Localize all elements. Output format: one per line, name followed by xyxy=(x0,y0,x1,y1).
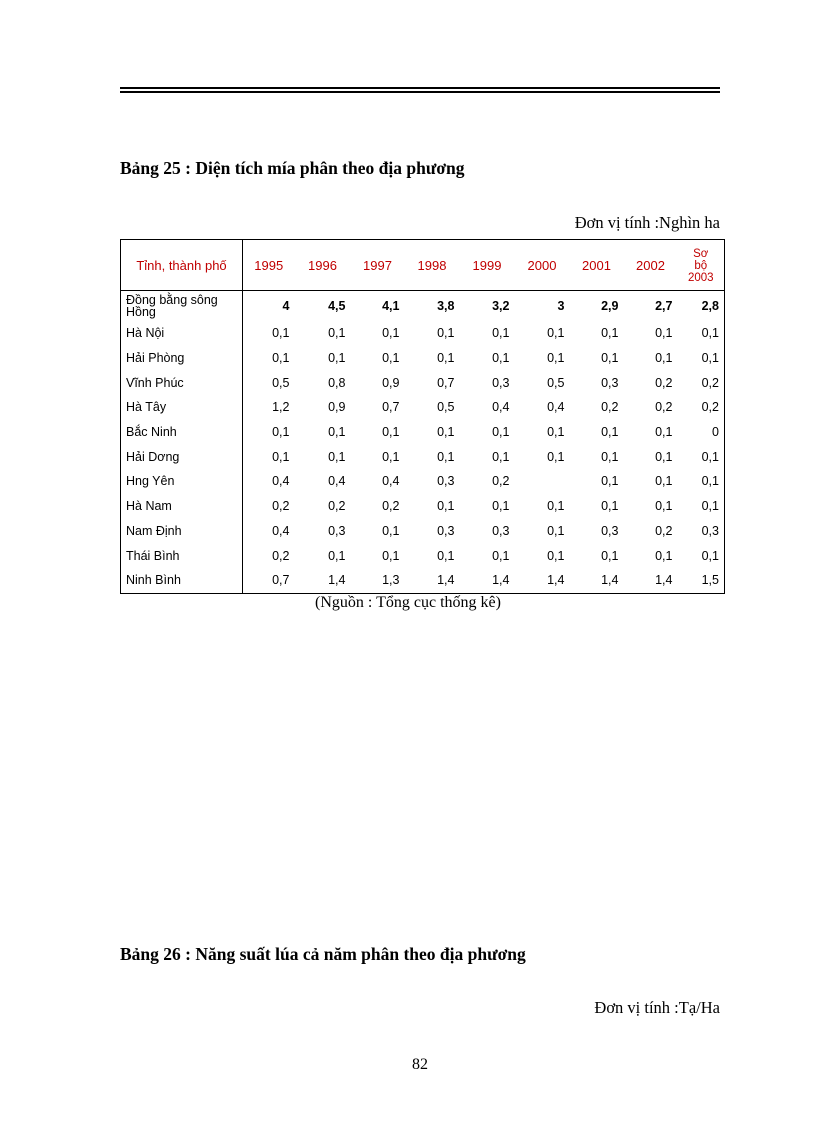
value-cell: 2,9 xyxy=(601,299,619,313)
value-cell: 0,2 xyxy=(655,400,673,415)
table-26-unit: Đơn vị tính :Tạ/Ha xyxy=(594,998,720,1017)
value-cell: 0,1 xyxy=(492,351,510,366)
value-cell: 0,1 xyxy=(492,548,510,563)
value-cell: 0,1 xyxy=(547,425,565,440)
value-cell: 0,1 xyxy=(382,523,400,538)
value-cell: 0,1 xyxy=(492,425,510,440)
value-cell: 0,4 xyxy=(328,474,346,489)
province-name: Hải Dơng xyxy=(121,444,243,469)
value-cell: 0,4 xyxy=(492,400,510,415)
value-cell: 0,3 xyxy=(328,523,346,538)
province-name: Hà Nam xyxy=(121,494,243,519)
value-cell: 3 xyxy=(557,299,565,313)
value-cell: 0,1 xyxy=(678,444,725,469)
value-cell: 0,2 xyxy=(382,499,400,514)
header-last-line: bộ xyxy=(694,260,708,272)
table-row xyxy=(121,420,725,445)
table-26-title: Bảng 26 : Năng suất lúa cả năm phân theo địa phương xyxy=(120,944,526,964)
value-cell: 0,1 xyxy=(328,425,346,440)
value-cell: 3,8 xyxy=(437,299,455,313)
page-number: 82 xyxy=(412,1056,428,1073)
table-row xyxy=(121,494,725,519)
value-cell: 0,1 xyxy=(382,449,400,464)
value-cell: 0,4 xyxy=(547,400,565,415)
province-name: Đồng bằng sông Hồng xyxy=(121,291,243,322)
value-cell xyxy=(515,469,570,494)
value-cell: 0,4 xyxy=(382,474,400,489)
value-cell: 0,2 xyxy=(272,548,290,563)
value-cell: 4,1 xyxy=(382,299,400,313)
value-cell: 0,3 xyxy=(601,375,619,390)
value-cell: 0,1 xyxy=(382,548,400,563)
value-cell: 1,4 xyxy=(405,568,460,593)
header-year: 2001 xyxy=(570,240,624,291)
value-cell: 0,1 xyxy=(655,351,673,366)
value-cell: 0,1 xyxy=(601,425,619,440)
table-25-title: Bảng 25 : Diện tích mía phân theo địa phương xyxy=(120,158,465,178)
value-cell: 0,2 xyxy=(678,370,725,395)
value-cell: 0,5 xyxy=(547,375,565,390)
value-cell: 0 xyxy=(678,420,725,445)
value-cell: 0,2 xyxy=(678,395,725,420)
value-cell: 1,4 xyxy=(460,568,515,593)
value-cell: 0,1 xyxy=(437,449,455,464)
value-cell: 0,1 xyxy=(272,425,290,440)
table-25-source: (Nguồn : Tổng cục thống kê) xyxy=(315,594,501,611)
header-year: 1999 xyxy=(460,240,515,291)
value-cell: 0,1 xyxy=(547,449,565,464)
value-cell: 0,1 xyxy=(678,321,725,346)
value-cell: 0,1 xyxy=(382,326,400,341)
table-row xyxy=(121,568,725,593)
value-cell: 0,1 xyxy=(601,449,619,464)
value-cell: 0,8 xyxy=(328,375,346,390)
value-cell: 1,3 xyxy=(351,568,405,593)
header-year: 2000 xyxy=(515,240,570,291)
value-cell: 0,1 xyxy=(437,351,455,366)
value-cell: 0,1 xyxy=(655,326,673,341)
header-last-line: Sơ xyxy=(693,248,709,260)
value-cell: 0,4 xyxy=(272,523,290,538)
header-rule-top xyxy=(120,87,720,89)
value-cell: 0,4 xyxy=(272,474,290,489)
value-cell: 0,1 xyxy=(328,351,346,366)
value-cell: 0,1 xyxy=(655,499,673,514)
value-cell: 0,5 xyxy=(272,375,290,390)
province-name: Thái Bình xyxy=(121,543,243,568)
value-cell: 0,7 xyxy=(437,375,455,390)
value-cell: 0,1 xyxy=(678,543,725,568)
value-cell: 4 xyxy=(282,299,290,313)
table-row xyxy=(121,519,725,544)
value-cell: 0,3 xyxy=(437,474,455,489)
value-cell: 0,9 xyxy=(382,375,400,390)
value-cell: 0,5 xyxy=(437,400,455,415)
value-cell: 0,1 xyxy=(678,469,725,494)
value-cell: 0,1 xyxy=(492,499,510,514)
value-cell: 0,1 xyxy=(328,548,346,563)
value-cell: 0,3 xyxy=(492,523,510,538)
header-last-line: 2003 xyxy=(687,272,714,284)
province-name: Hà Tây xyxy=(121,395,243,420)
value-cell: 3,2 xyxy=(492,299,510,313)
value-cell: 2,7 xyxy=(655,299,673,313)
value-cell: 0,1 xyxy=(601,474,619,489)
province-name: Vĩnh Phúc xyxy=(121,370,243,395)
province-name: Ninh Bình xyxy=(121,568,243,593)
value-cell: 0,1 xyxy=(655,548,673,563)
value-cell: 0,1 xyxy=(382,351,400,366)
value-cell: 0,2 xyxy=(492,474,510,489)
value-cell: 0,1 xyxy=(492,449,510,464)
value-cell: 1,4 xyxy=(624,568,678,593)
value-cell: 0,3 xyxy=(437,523,455,538)
value-cell: 1,2 xyxy=(272,400,290,415)
value-cell: 1,5 xyxy=(678,568,725,593)
table-row xyxy=(121,346,725,371)
value-cell: 0,1 xyxy=(678,494,725,519)
header-preliminary-2003 xyxy=(678,240,725,291)
value-cell: 4,5 xyxy=(328,299,346,313)
value-cell: 0,3 xyxy=(678,519,725,544)
table-row xyxy=(121,291,725,322)
value-cell: 0,1 xyxy=(547,548,565,563)
table-row xyxy=(121,444,725,469)
value-cell: 0,1 xyxy=(655,474,673,489)
province-name: Hải Phòng xyxy=(121,346,243,371)
value-cell: 0,2 xyxy=(328,499,346,514)
value-cell: 0,1 xyxy=(601,326,619,341)
value-cell: 0,1 xyxy=(272,351,290,366)
province-name: Bắc Ninh xyxy=(121,420,243,445)
value-cell: 0,1 xyxy=(328,326,346,341)
value-cell: 0,1 xyxy=(678,346,725,371)
value-cell: 0,7 xyxy=(243,568,295,593)
value-cell: 0,2 xyxy=(655,523,673,538)
value-cell: 0,1 xyxy=(437,425,455,440)
value-cell: 0,7 xyxy=(382,400,400,415)
table-row xyxy=(121,543,725,568)
value-cell: 1,4 xyxy=(515,568,570,593)
table-row xyxy=(121,395,725,420)
value-cell: 0,2 xyxy=(272,499,290,514)
value-cell: 0,1 xyxy=(547,326,565,341)
value-cell: 1,4 xyxy=(570,568,624,593)
value-cell: 0,1 xyxy=(437,499,455,514)
header-rule-bottom xyxy=(120,91,720,93)
value-cell: 0,3 xyxy=(492,375,510,390)
value-cell: 0,1 xyxy=(437,326,455,341)
table-25 xyxy=(120,239,725,594)
value-cell: 0,1 xyxy=(601,351,619,366)
table-25-header-row xyxy=(121,240,725,291)
value-cell: 0,1 xyxy=(655,449,673,464)
header-year: 1995 xyxy=(243,240,295,291)
header-year: 2002 xyxy=(624,240,678,291)
value-cell: 0,2 xyxy=(655,375,673,390)
value-cell: 0,3 xyxy=(601,523,619,538)
value-cell: 0,1 xyxy=(547,499,565,514)
table-row xyxy=(121,370,725,395)
value-cell: 0,1 xyxy=(547,523,565,538)
value-cell: 0,1 xyxy=(655,425,673,440)
value-cell: 1,4 xyxy=(295,568,351,593)
header-year: 1996 xyxy=(295,240,351,291)
table-25-body xyxy=(121,291,725,594)
value-cell: 0,1 xyxy=(601,548,619,563)
value-cell: 0,1 xyxy=(272,449,290,464)
value-cell: 2,8 xyxy=(678,291,725,322)
header-province: Tỉnh, thành phố xyxy=(121,240,243,291)
value-cell: 0,1 xyxy=(328,449,346,464)
header-year: 1998 xyxy=(405,240,460,291)
header-year: 1997 xyxy=(351,240,405,291)
value-cell: 0,1 xyxy=(272,326,290,341)
province-name: Hà Nội xyxy=(121,321,243,346)
province-name: Hng Yên xyxy=(121,469,243,494)
table-row xyxy=(121,321,725,346)
value-cell: 0,1 xyxy=(547,351,565,366)
value-cell: 0,2 xyxy=(601,400,619,415)
value-cell: 0,1 xyxy=(601,499,619,514)
table-25-unit: Đơn vị tính :Nghìn ha xyxy=(574,213,720,232)
province-name: Nam Định xyxy=(121,519,243,544)
value-cell: 0,1 xyxy=(437,548,455,563)
value-cell: 0,1 xyxy=(382,425,400,440)
table-row xyxy=(121,469,725,494)
value-cell: 0,9 xyxy=(328,400,346,415)
value-cell: 0,1 xyxy=(492,326,510,341)
